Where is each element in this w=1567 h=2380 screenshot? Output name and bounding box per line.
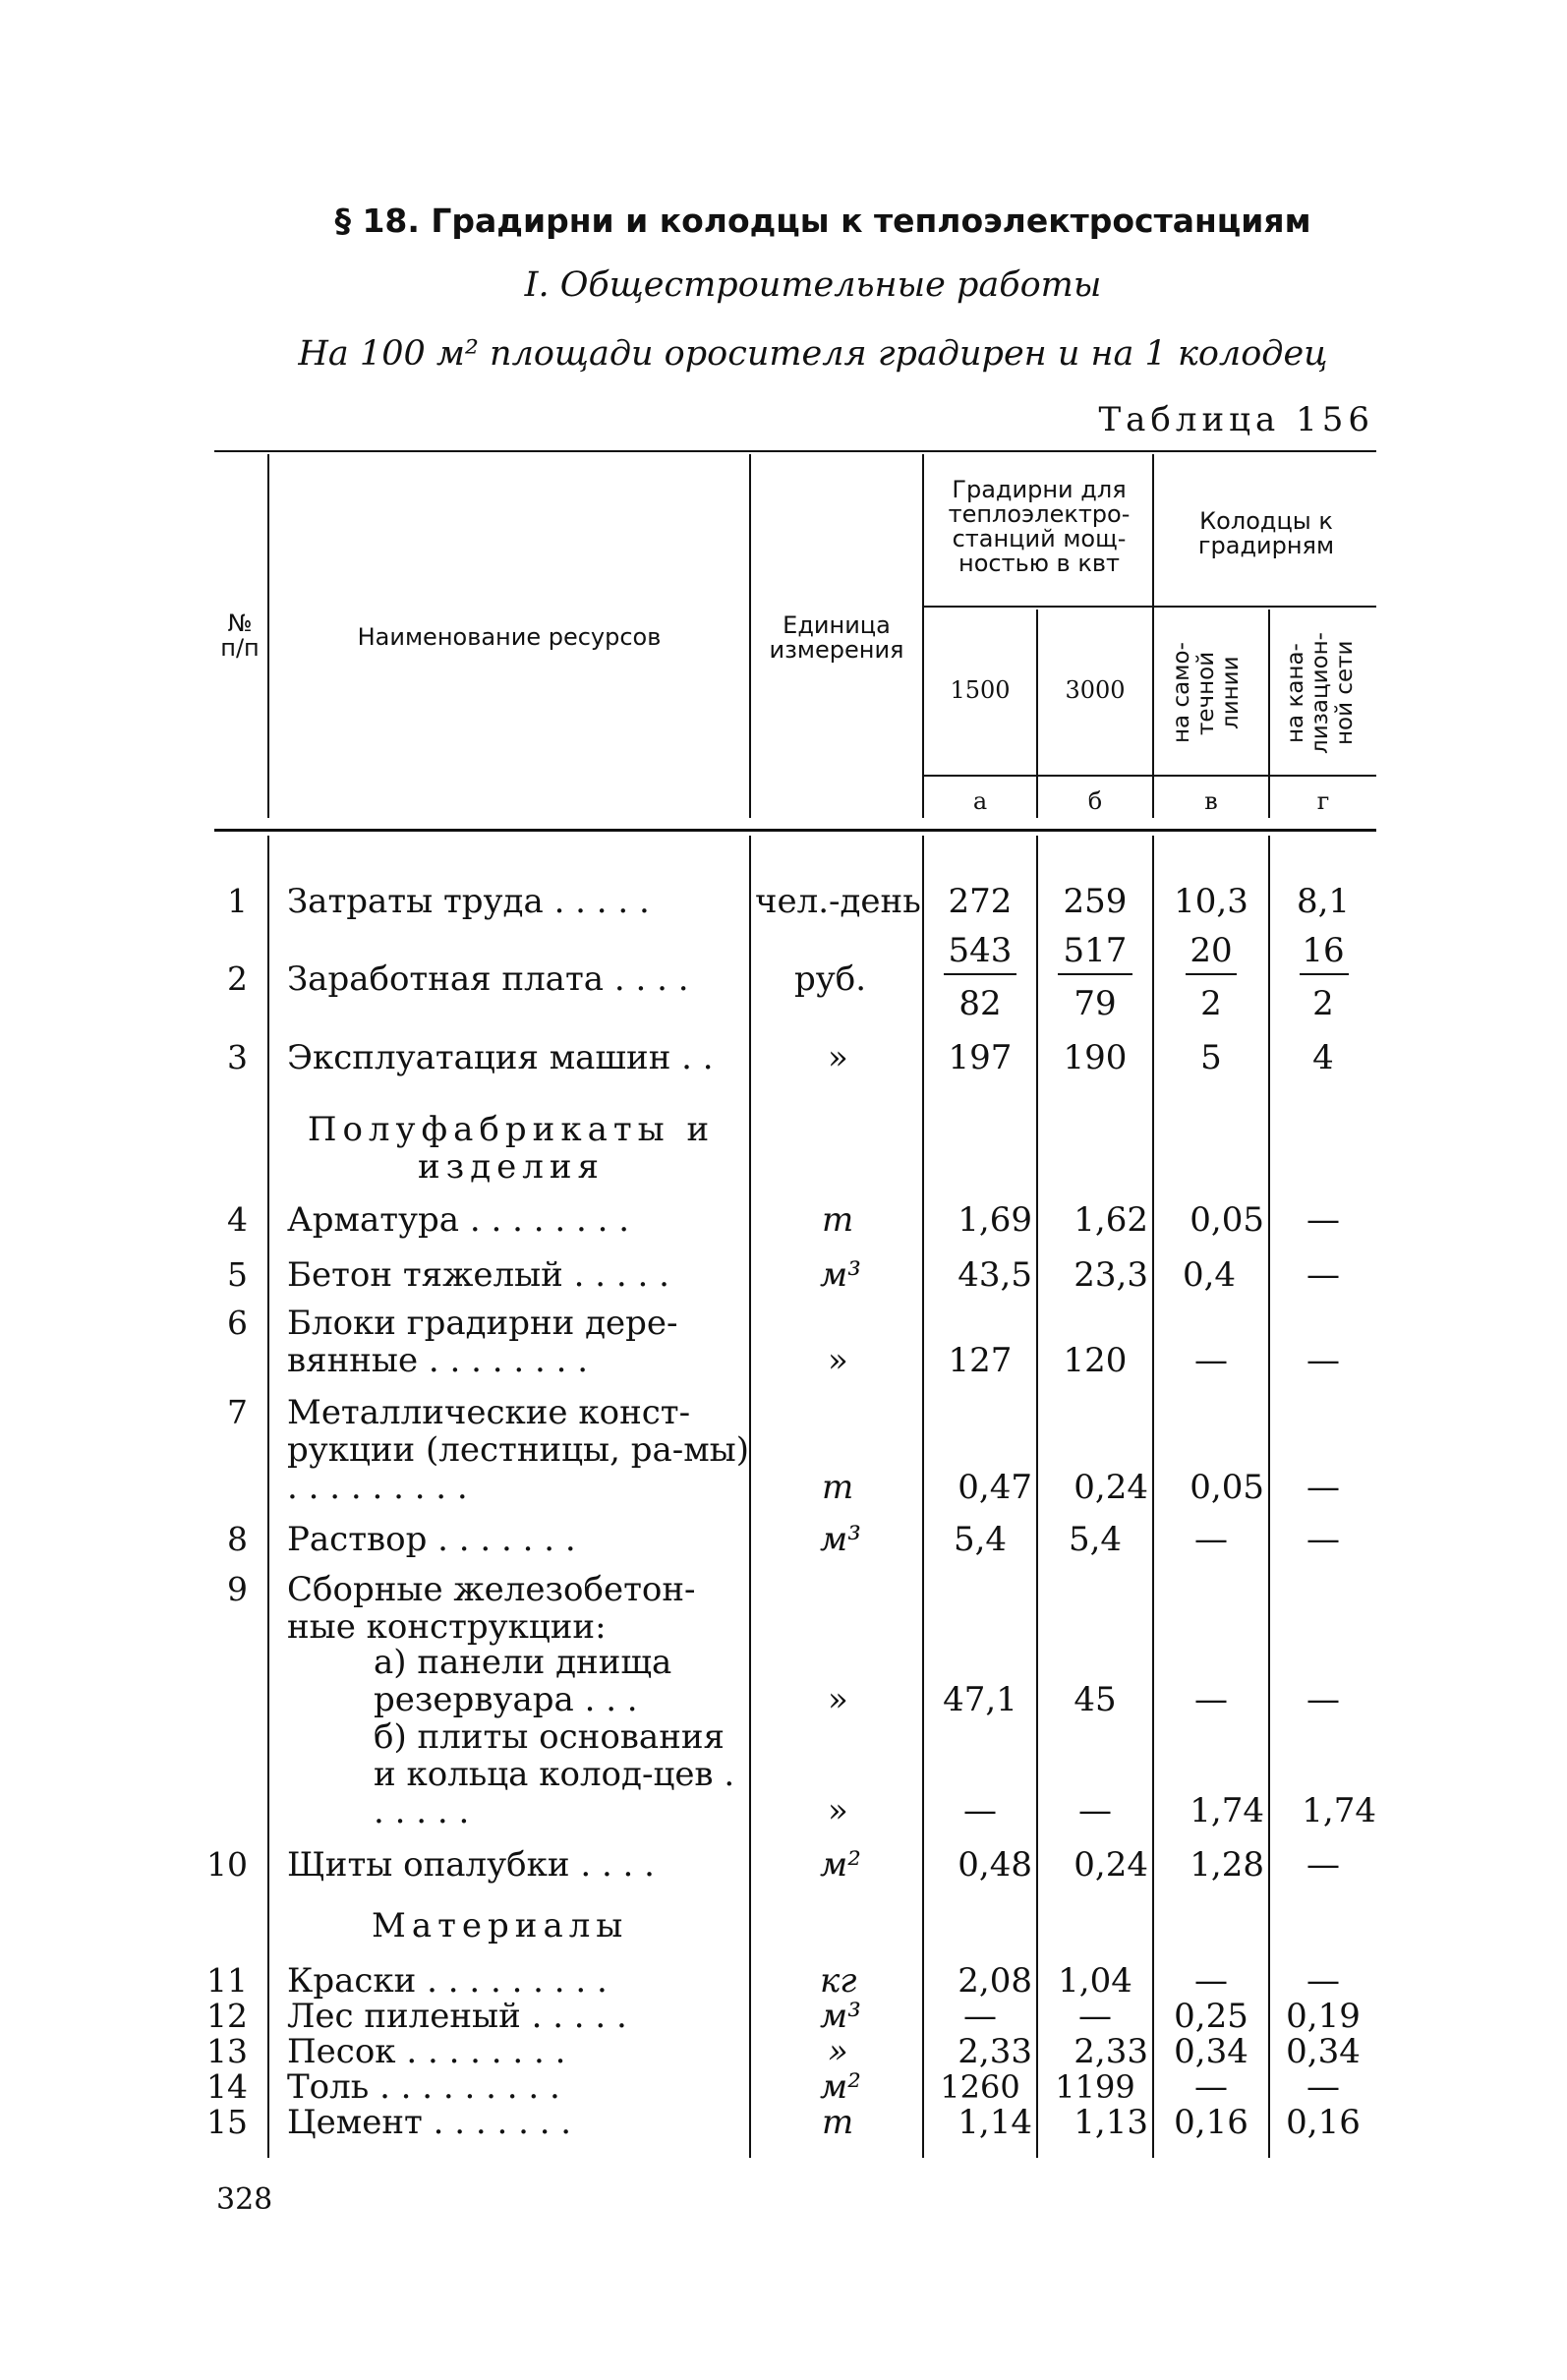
row-number: 9 (227, 1570, 248, 1608)
row-number: 12 (206, 1997, 248, 2035)
row-number: 3 (227, 1038, 248, 1076)
unit: » (828, 2032, 848, 2071)
col-header-group-cooling-towers: Градирни для теплоэлектро-станций мощ-ностью в квт (948, 476, 1131, 577)
value-gravity: — (1194, 1520, 1228, 1559)
unit: т (822, 2103, 854, 2142)
value-sewer-numerator: 16 (1302, 931, 1345, 970)
row-number: 10 (206, 1845, 248, 1884)
unit: » (828, 1038, 848, 1077)
col-header-unit: Единица измерения (769, 611, 904, 664)
value-3000: 2,33 (1074, 2032, 1148, 2071)
unit: чел.-день (755, 882, 921, 921)
resource-name: Блоки градирни дере-вянные . . . . . . . . (287, 1304, 678, 1380)
resource-name: Толь . . . . . . . . . (287, 2067, 560, 2107)
resource-name: а) панели днища резервуара . . . (374, 1643, 672, 1719)
value-3000: 0,24 (1074, 1468, 1148, 1507)
value-gravity-numerator: 20 (1190, 931, 1233, 970)
value-3000: 190 (1063, 1038, 1128, 1077)
value-1500-denominator: 82 (958, 984, 1002, 1023)
resource-name: Цемент . . . . . . . (287, 2103, 572, 2142)
row-number: 11 (206, 1961, 248, 2000)
value-sewer-denominator: 2 (1312, 984, 1334, 1023)
resource-name: Эксплуатация машин . . (287, 1038, 714, 1077)
col-letter-a: а (972, 787, 988, 815)
value-sewer: — (1306, 1341, 1340, 1380)
value-gravity: 0,16 (1174, 2103, 1248, 2142)
value-1500: 272 (948, 882, 1013, 921)
value-3000: 23,3 (1074, 1255, 1148, 1295)
value-sewer: — (1306, 1961, 1340, 2001)
resource-name: Раствор . . . . . . . (287, 1520, 576, 1559)
value-gravity: 10,3 (1174, 882, 1248, 921)
value-3000-denominator: 79 (1074, 984, 1117, 1023)
col-header-3000: 3000 (1065, 676, 1126, 704)
unit: м³ (820, 1520, 861, 1559)
value-1500: 2,33 (958, 2032, 1032, 2071)
value-3000: — (1078, 1791, 1112, 1830)
value-sewer: — (1306, 1845, 1340, 1885)
value-gravity: 1,74 (1190, 1791, 1264, 1830)
value-3000: 1199 (1055, 2068, 1135, 2106)
value-sewer: — (1306, 2067, 1340, 2107)
value-3000: — (1078, 1997, 1112, 2036)
unit: м² (820, 2067, 861, 2107)
col-header-group-wells: Колодцы к градирням (1197, 507, 1335, 559)
value-1500: — (963, 1997, 997, 2036)
unit: » (828, 1680, 848, 1719)
unit: т (822, 1468, 854, 1507)
page-number: 328 (216, 2182, 273, 2217)
value-gravity: — (1194, 1680, 1228, 1719)
value-gravity-denominator: 2 (1200, 984, 1222, 1023)
table-label: Таблица 156 (1098, 400, 1374, 439)
unit: м² (820, 1845, 861, 1885)
value-gravity: — (1194, 1341, 1228, 1380)
value-1500: 197 (948, 1038, 1013, 1077)
col-header-sewer-network: на кана-лизацион-ной сети (1283, 632, 1358, 754)
value-sewer: 8,1 (1296, 882, 1351, 921)
value-gravity: 0,34 (1174, 2032, 1248, 2071)
resource-name: б) плиты основания и кольца колод-цев . . . . . . (374, 1717, 735, 1831)
value-1500: 1,14 (958, 2103, 1032, 2142)
value-gravity: 0,4 (1182, 1255, 1237, 1295)
value-sewer: 0,19 (1286, 1997, 1361, 2036)
value-sewer: — (1306, 1200, 1340, 1240)
col-header-no: № п/п (220, 610, 260, 662)
value-3000: 259 (1063, 882, 1128, 921)
value-sewer: — (1306, 1255, 1340, 1295)
value-sewer: — (1306, 1680, 1340, 1719)
row-number: 14 (206, 2067, 248, 2106)
value-1500: 5,4 (953, 1520, 1008, 1559)
resource-name: Щиты опалубки . . . . (287, 1845, 655, 1885)
col-header-gravity-line: на само-течной линии (1169, 642, 1244, 744)
value-sewer: 0,16 (1286, 2103, 1361, 2142)
col-letter-b: б (1087, 787, 1103, 815)
value-gravity: 0,05 (1190, 1468, 1264, 1507)
resource-name: Лес пиленый . . . . . (287, 1997, 627, 2036)
value-sewer: — (1306, 1468, 1340, 1507)
row-number: 7 (227, 1393, 248, 1431)
resource-name: Арматура . . . . . . . . (287, 1200, 630, 1240)
resource-name: Заработная плата . . . . (287, 959, 689, 999)
value-3000: 0,24 (1074, 1845, 1148, 1885)
value-1500-numerator: 543 (948, 931, 1013, 970)
value-gravity: — (1194, 1961, 1228, 2001)
subtitle: I. Общестроительные работы (524, 265, 1102, 305)
row-number: 15 (206, 2103, 248, 2141)
row-number: 1 (227, 882, 248, 920)
row-number: 8 (227, 1520, 248, 1558)
group-heading-materials: Материалы (372, 1906, 629, 1945)
table-note: На 100 м² площади оросителя градирен и на 1 колодец (298, 334, 1328, 374)
col-letter-v: в (1204, 787, 1218, 815)
unit: т (822, 1200, 854, 1240)
value-1500: 0,47 (958, 1468, 1032, 1507)
unit: м³ (820, 1997, 861, 2036)
value-gravity: 1,28 (1190, 1845, 1264, 1885)
resource-name: Сборные железобетон-ные конструкции: (287, 1570, 696, 1647)
value-1500: 47,1 (943, 1680, 1017, 1719)
value-sewer: 1,74 (1302, 1791, 1376, 1830)
value-sewer: 0,34 (1286, 2032, 1361, 2071)
value-gravity: 0,05 (1190, 1200, 1264, 1240)
value-3000: 5,4 (1068, 1520, 1123, 1559)
resource-name: Песок . . . . . . . . (287, 2032, 566, 2071)
value-1500: 1,69 (958, 1200, 1032, 1240)
row-number: 5 (227, 1255, 248, 1294)
value-1500: 0,48 (958, 1845, 1032, 1885)
value-gravity: 0,25 (1174, 1997, 1248, 2036)
value-1500: — (963, 1791, 997, 1830)
unit: » (828, 1791, 848, 1830)
col-header-1500: 1500 (950, 676, 1011, 704)
value-gravity: 5 (1200, 1038, 1222, 1077)
value-sewer: 4 (1312, 1038, 1334, 1077)
value-3000: 1,04 (1058, 1961, 1132, 2001)
resource-name: Бетон тяжелый . . . . . (287, 1255, 669, 1295)
unit: руб. (794, 959, 867, 999)
value-1500: 127 (948, 1341, 1013, 1380)
value-1500: 43,5 (958, 1255, 1032, 1295)
resource-name: Затраты труда . . . . . (287, 882, 650, 921)
group-heading-semifinished: Полуфабрикаты и изделия (307, 1110, 716, 1187)
value-3000: 1,13 (1074, 2103, 1148, 2142)
col-letter-g: г (1316, 787, 1330, 815)
row-number: 4 (227, 1200, 248, 1239)
unit: » (828, 1341, 848, 1380)
value-3000-numerator: 517 (1063, 931, 1128, 970)
unit: м³ (820, 1255, 861, 1295)
resource-name: Краски . . . . . . . . . (287, 1961, 608, 2001)
section-title: § 18. Градирни и колодцы к теплоэлектростанциям (334, 202, 1311, 240)
value-1500: 2,08 (958, 1961, 1032, 2001)
value-1500: 1260 (940, 2068, 1020, 2106)
unit: кг (820, 1961, 857, 2001)
value-gravity: — (1194, 2067, 1228, 2107)
row-number: 13 (206, 2032, 248, 2070)
value-3000: 120 (1063, 1341, 1128, 1380)
value-3000: 1,62 (1074, 1200, 1148, 1240)
value-3000: 45 (1074, 1680, 1117, 1719)
resource-name: Металлические конст-рукции (лестницы, ра-мы) . . . . . . . . . (287, 1393, 750, 1507)
row-number: 2 (227, 959, 248, 998)
value-sewer: — (1306, 1520, 1340, 1559)
col-header-name: Наименование ресурсов (357, 623, 662, 651)
row-number: 6 (227, 1304, 248, 1342)
